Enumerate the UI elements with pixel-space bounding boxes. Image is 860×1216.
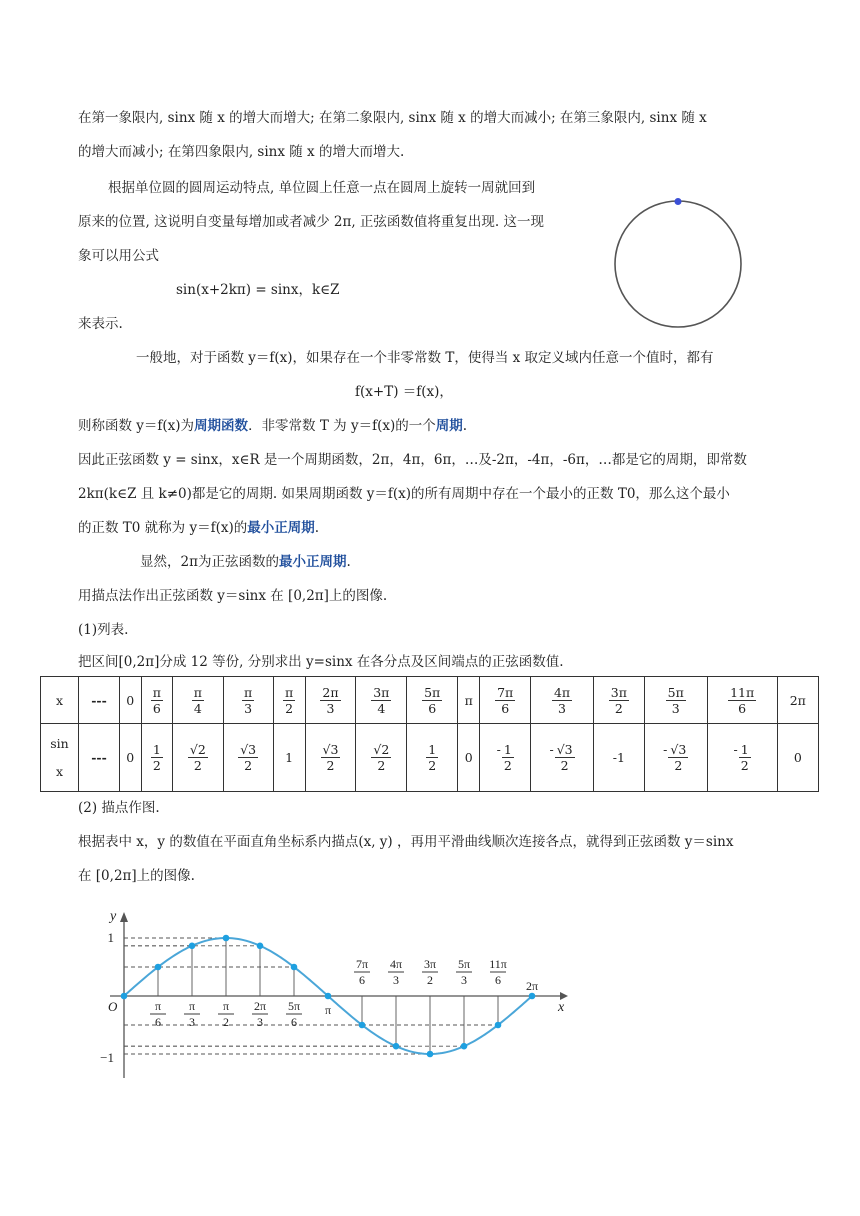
x-tick-label: 5π (287, 999, 301, 1013)
table-cell-x: $\frac{5\pi}{3}$ (644, 677, 707, 724)
table-header-x: x (41, 677, 79, 724)
text-line: 一般地，对于函数 y＝f(x)，如果存在一个非零常数 T，使得当 x 取定义域内任意一个值时，都有 (136, 350, 714, 366)
table-cell-sinx: 0 (458, 724, 480, 792)
table-cell-x: $\frac{\pi}{6}$ (141, 677, 173, 724)
text-line: 则称函数 y＝f(x)为周期函数．非零常数 T 为 y＝f(x)的一个周期. (78, 418, 468, 434)
table-cell-x: 0 (120, 677, 142, 724)
table-cell-x: $\frac{4\pi}{3}$ (531, 677, 594, 724)
text-line: (2) 描点作图. (78, 800, 160, 816)
x-tick-label: 6 (155, 1015, 161, 1029)
table-cell-sinx: 0 (777, 724, 818, 792)
term-periodic-function: 周期函数 (194, 418, 249, 434)
x-tick-label: 3 (189, 1015, 195, 1029)
origin-label: O (108, 999, 118, 1014)
table-cell-sinx: $\frac{1}{2}$ (141, 724, 173, 792)
unit-circle-figure (610, 196, 750, 336)
x-tick-label: 3 (393, 973, 399, 987)
table-cell-x: $\frac{2\pi}{3}$ (305, 677, 356, 724)
text-line: 根据表中 x，y 的数值在平面直角坐标系内描点(x, y) ，再用平滑曲线顺次连接各点，就得到正弦函数 y＝sinx (78, 834, 734, 850)
x-tick-label: 2π (525, 979, 539, 993)
x-tick-label: 2 (427, 973, 433, 987)
x-tick-label: π (188, 999, 196, 1013)
x-tick-label: 2π (253, 999, 267, 1013)
table-cell-sinx: 0 (120, 724, 142, 792)
table-cell-sinx: $\frac{√2}{2}$ (173, 724, 223, 792)
table-cell-x: π (458, 677, 480, 724)
table-cell-sinx: 1 (273, 724, 305, 792)
text-line: 因此正弦函数 y = sinx，x∈R 是一个周期函数，2π，4π，6π，…及-2π，-4π，-6π，…都是它的周期，即常数 (78, 452, 747, 468)
y-tick-label: −1 (100, 1050, 114, 1065)
table-cell-sinx: - $\frac{√3}{2}$ (644, 724, 707, 792)
formula-periodic: sin(x+2kπ) = sinx，k∈Z (176, 282, 340, 298)
y-axis-label: y (110, 909, 117, 924)
unit-circle (615, 201, 741, 327)
table-cell-dash: --- (79, 677, 120, 724)
data-point (223, 935, 230, 942)
table-cell-x: 2π (777, 677, 818, 724)
text-line: 在 [0,2π]上的图像. (78, 868, 195, 884)
table-cell-sinx: - $\frac{1}{2}$ (707, 724, 777, 792)
text-line: 把区间[0,2π]分成 12 等份, 分别求出 y=sinx 在各分点及区间端点的正弦函数值. (78, 654, 564, 670)
text-line: 原来的位置, 这说明自变量每增加或者减少 2π, 正弦函数值将重复出现. 这一现 (78, 214, 544, 230)
table-row-x (41, 677, 819, 724)
table-cell-sinx: - $\frac{√3}{2}$ (531, 724, 594, 792)
x-tick-label: 5π (457, 957, 471, 971)
table-cell-sinx: - $\frac{1}{2}$ (480, 724, 531, 792)
x-axis-arrow (560, 992, 568, 1000)
x-tick-label: 3 (461, 973, 467, 987)
table-cell-sinx: $\frac{√3}{2}$ (305, 724, 356, 792)
term-min-period: 最小正周期 (247, 520, 315, 536)
x-tick-label: 6 (359, 973, 365, 987)
x-tick-label: 6 (495, 973, 501, 987)
data-point (325, 993, 332, 1000)
data-point (495, 1022, 502, 1029)
table-cell-sinx: $\frac{√3}{2}$ (223, 724, 273, 792)
data-point (427, 1051, 434, 1058)
data-point (189, 942, 196, 949)
x-tick-label: π (324, 1003, 332, 1017)
x-tick-label: π (222, 999, 230, 1013)
text-line: 的正数 T0 就称为 y＝f(x)的最小正周期. (78, 520, 320, 536)
text-line: 象可以用公式 (78, 248, 159, 264)
value-table (40, 676, 819, 792)
table-cell-x: $\frac{7\pi}{6}$ (480, 677, 531, 724)
formula-periodic-def: f(x+T) ＝f(x)， (355, 384, 453, 400)
table-cell-sinx: $\frac{1}{2}$ (407, 724, 458, 792)
data-point (529, 993, 536, 1000)
text-line: 来表示. (78, 316, 123, 332)
table-cell-x: $\frac{3\pi}{4}$ (356, 677, 407, 724)
circle-point (675, 198, 682, 205)
text-line: (1)列表. (78, 622, 129, 638)
data-point (257, 942, 264, 949)
sine-graph (92, 898, 582, 1088)
table-row-sinx (41, 724, 819, 792)
x-tick-label: 4π (389, 957, 403, 971)
data-point (291, 964, 298, 971)
table-cell-x: $\frac{11\pi}{6}$ (707, 677, 777, 724)
x-axis-label: x (558, 1000, 565, 1015)
term-period: 周期 (435, 418, 463, 434)
x-tick-label: 3 (257, 1015, 263, 1029)
data-point (359, 1022, 366, 1029)
data-point (155, 964, 162, 971)
y-axis-arrow (120, 912, 128, 922)
table-cell-sinx: -1 (593, 724, 644, 792)
table-cell-x: $\frac{3\pi}{2}$ (593, 677, 644, 724)
table-cell-x: $\frac{\pi}{3}$ (223, 677, 273, 724)
x-tick-label: 2 (223, 1015, 229, 1029)
table-cell-x: $\frac{\pi}{2}$ (273, 677, 305, 724)
text-line: 根据单位圆的圆周运动特点, 单位圆上任意一点在圆周上旋转一周就回到 (108, 180, 536, 196)
x-tick-label: 11π (489, 957, 507, 971)
table-cell-x: $\frac{\pi}{4}$ (173, 677, 223, 724)
text-line: 2kπ(k∈Z 且 k≠0)都是它的周期. 如果周期函数 y＝f(x)的所有周期中存在一个最小的正数 T0，那么这个最小 (78, 486, 730, 502)
text-line: 在第一象限内, sinx 随 x 的增大而增大; 在第二象限内, sinx 随 x 的增大而减小; 在第三象限内, sinx 随 x (78, 110, 707, 126)
x-tick-label: 6 (291, 1015, 297, 1029)
text-line: 显然，2π为正弦函数的最小正周期. (140, 554, 351, 570)
table-cell-x: $\frac{5\pi}{6}$ (407, 677, 458, 724)
data-point (121, 993, 128, 1000)
x-tick-label: 7π (355, 957, 369, 971)
x-tick-label: 3π (423, 957, 437, 971)
x-tick-label: π (154, 999, 162, 1013)
table-cell-sinx: $\frac{√2}{2}$ (356, 724, 407, 792)
text-line: 的增大而减小; 在第四象限内, sinx 随 x 的增大而增大. (78, 144, 405, 160)
data-point (461, 1043, 468, 1050)
table-cell-dash: --- (79, 724, 120, 792)
data-point (393, 1043, 400, 1050)
term-min-period: 最小正周期 (278, 554, 347, 570)
y-tick-label: 1 (107, 930, 114, 945)
text-line: 用描点法作出正弦函数 y＝sinx 在 [0,2π]上的图像. (78, 588, 388, 604)
table-header-sinx: sin x (41, 724, 79, 792)
